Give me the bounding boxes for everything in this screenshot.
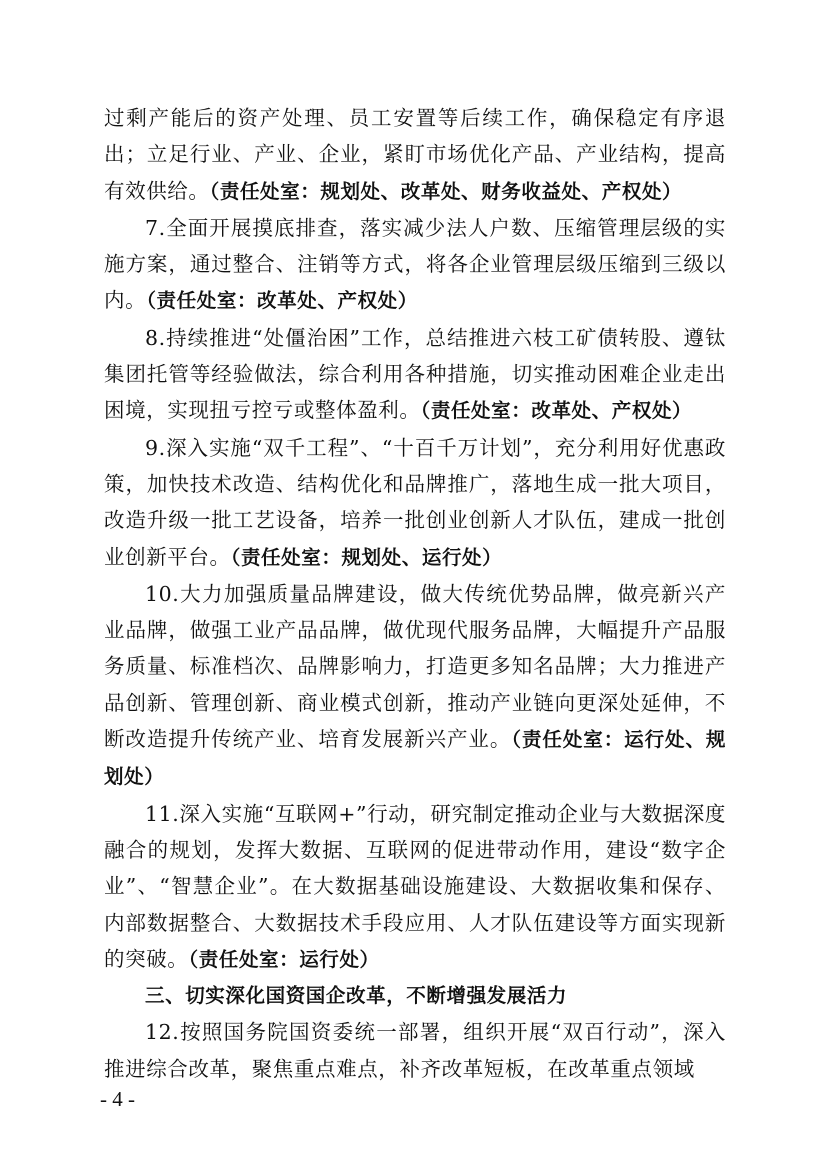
paragraph-7	[104, 210, 726, 320]
section-heading: 三、切实深化国资国企改革，不断增强发展活力	[145, 984, 568, 1008]
paragraph-6-continued	[104, 100, 726, 210]
paragraph-text: 过剩产能后的资产处理、员工安置等后续工作，确保稳定有序退出；立足行业、产业、企业，紧盯市场优化产品、产业结构，提高有效供给。	[104, 106, 726, 203]
body-text	[104, 100, 726, 1087]
responsibility-note: （责任处室：运行处、规划处）	[104, 728, 726, 789]
paragraph-text: 10.大力加强质量品牌建设，做大传统优势品牌，做亮新兴产业品牌，做强工业产品品牌，做优现代服务品牌，大幅提升产品服务质量、标准档次、品牌影响力，打造更多知名品牌；大力推进产品创新、管理创新、商业模式创新，推动产业链向更深处延伸，不断改造提升传统产业、培育发展新兴产业。	[104, 581, 726, 752]
page-number: - 4 -	[100, 1087, 135, 1111]
paragraph-9	[104, 430, 726, 576]
paragraph-text: 11.深入实施“互联网+”行动，研究制定推动企业与大数据深度融合的规划，发挥大数据、互联网的促进带动作用，建设“数字企业”、“智慧企业”。在大数据基础设施建设、大数据收集和保存、内部数据整合、大数据技术手段应用、人才队伍建设等方面实现新的突破。	[104, 801, 726, 971]
responsibility-note: （责任处室：改革处、产权处）	[420, 399, 693, 423]
paragraph-12: 12.按照国务院国资委统一部署，组织开展“双百行动”，深入推进综合改革，聚焦重点难点，补齐改革短板，在改革重点领域	[104, 1020, 726, 1081]
paragraph-text: 9.深入实施“双千工程”、“十百千万计划”，充分利用好优惠政策，加快技术改造、结构优化和品牌推广，落地生成一批大项目，改造升级一批工艺设备，培养一批创业创新人才队伍，建成一批创业创新平台。	[104, 435, 726, 569]
responsibility-note: （责任处室：改革处、产权处）	[146, 289, 418, 313]
paragraph-10	[104, 576, 726, 796]
responsibility-note: （责任处室：运行处）	[188, 947, 380, 971]
paragraph-text: 7.全面开展摸底排查，落实减少法人户数、压缩管理层级的实施方案，通过整合、注销等方式，将各企业管理层级压缩到三级以内。	[104, 215, 726, 313]
responsibility-note: （责任处室：规划处、改革处、财务收益处、产权处）	[209, 179, 683, 203]
paragraph-11	[104, 796, 726, 978]
paragraph-8	[104, 320, 726, 430]
paragraph-text: 8.持续推进“处僵治困”工作，总结推进六枝工矿债转股、遵钛集团托管等经验做法，综合利用各种措施，切实推动困难企业走出困境，实现扭亏控亏或整体盈利。	[104, 325, 726, 423]
responsibility-note: （责任处室：规划处、运行处）	[230, 545, 503, 569]
